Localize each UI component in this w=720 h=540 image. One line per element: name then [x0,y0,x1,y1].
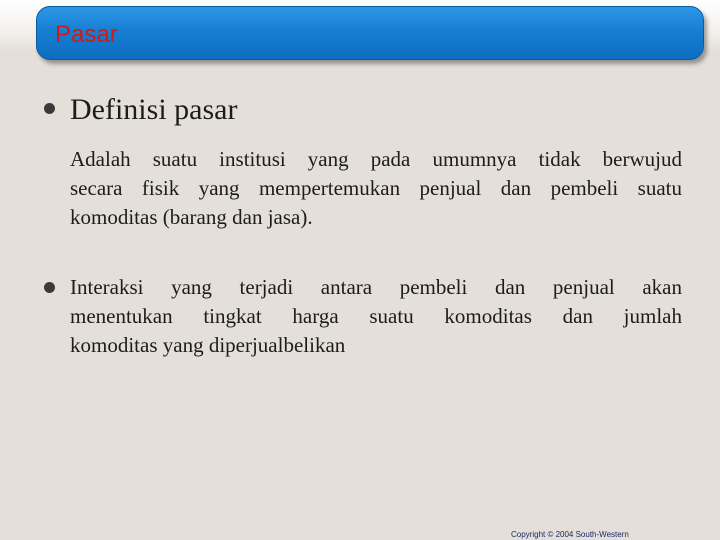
paragraph-line: komoditas yang diperjualbelikan [70,333,346,357]
bullet-heading: Definisi pasar [70,93,238,126]
definition-paragraph [70,145,682,232]
paragraph-line: menentukan tingkat harga suatu komoditas dan jumlah [70,304,682,328]
interaction-paragraph [70,273,682,360]
paragraph-line: komoditas (barang dan jasa). [70,205,313,229]
title-bar [36,6,704,60]
paragraph-line: Interaksi yang terjadi antara pembeli dan penjual akan [70,275,682,299]
bullet-icon [44,103,55,114]
bullet-icon [44,282,55,293]
paragraph-line: secara fisik yang mempertemukan penjual dan pembeli suatu [70,176,682,200]
slide-title: Pasar [55,21,118,48]
copyright-notice: Copyright © 2004 South-Western [511,530,629,539]
paragraph-line: Adalah suatu institusi yang pada umumnya tidak berwujud [70,147,682,171]
